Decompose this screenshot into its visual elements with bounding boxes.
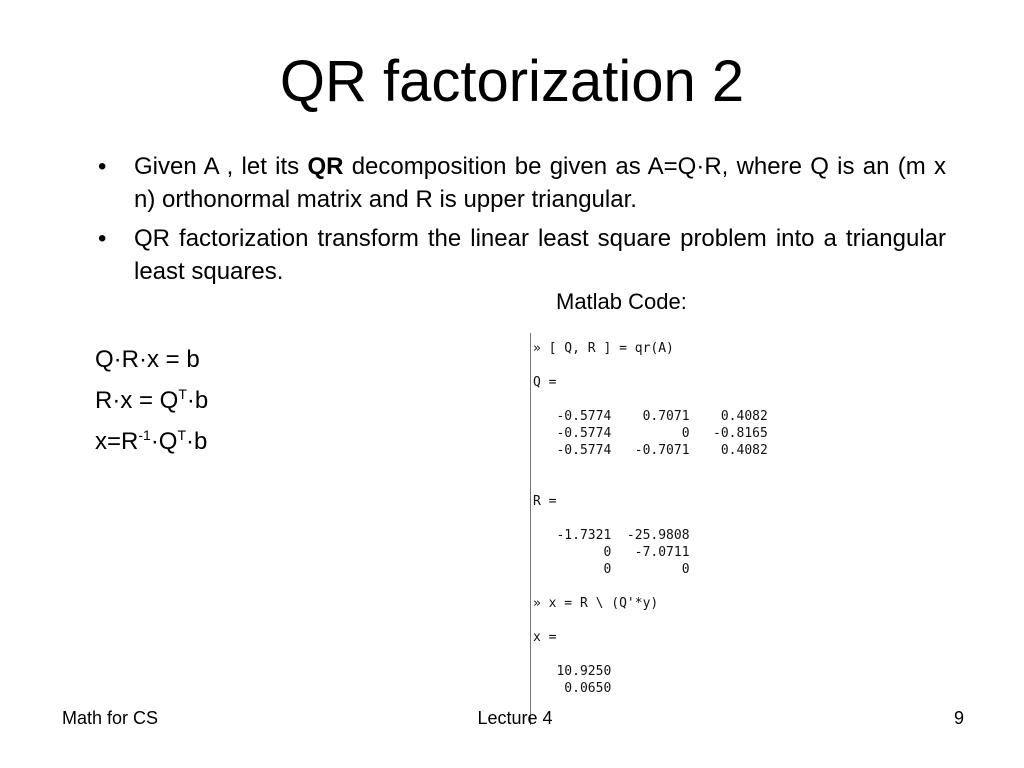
equation-2 <box>95 386 208 416</box>
equation-part: x=R <box>95 428 139 455</box>
bullet-item <box>96 150 946 216</box>
equation-superscript: -1 <box>138 427 151 443</box>
bullet-text: QR factorization transform the linear least square problem into a triangular least squares. <box>134 225 946 285</box>
equation-superscript: T <box>178 386 187 402</box>
footer-lecture: Lecture 4 <box>477 708 553 728</box>
bullet-text <box>134 150 946 216</box>
equation-1: Q·R·x = b <box>95 346 200 373</box>
bullet-text-part: decomposition be given as A=Q·R, where Q is an (m x n) orthonormal matrix and R is upper triangular. <box>134 153 946 213</box>
matlab-code-block: » [ Q, R ] = qr(A) Q = -0.5774 0.7071 0.4082 -0.5774 0 -0.8165 -0.5774 -0.7071 0.4082 R = -1.7321 -25.9808 0 -7.0711 0 0 » x = R \ (Q'*y) x = 10.9250 0.0650 <box>533 341 768 696</box>
bullet-bold-term: QR <box>307 153 344 180</box>
code-panel-divider <box>530 333 531 725</box>
equation-superscript: T <box>177 427 187 443</box>
matlab-code-label: Matlab Code: <box>556 289 687 314</box>
equation-3 <box>95 427 207 457</box>
bullet-item <box>96 222 946 288</box>
bullet-list <box>96 150 946 294</box>
bullet-text-part: Given A , let its <box>134 153 308 180</box>
equation-part: ·b <box>186 428 208 455</box>
equation-part: ·b <box>186 387 209 414</box>
bullet-marker: • <box>98 225 107 252</box>
footer-page-number: 9 <box>953 708 964 728</box>
bullet-marker: • <box>98 153 107 180</box>
footer-course: Math for CS <box>62 708 159 728</box>
slide-title: QR factorization 2 <box>279 49 745 114</box>
equation-part: R·x = Q <box>95 387 179 414</box>
equation-part: ·Q <box>150 428 178 455</box>
